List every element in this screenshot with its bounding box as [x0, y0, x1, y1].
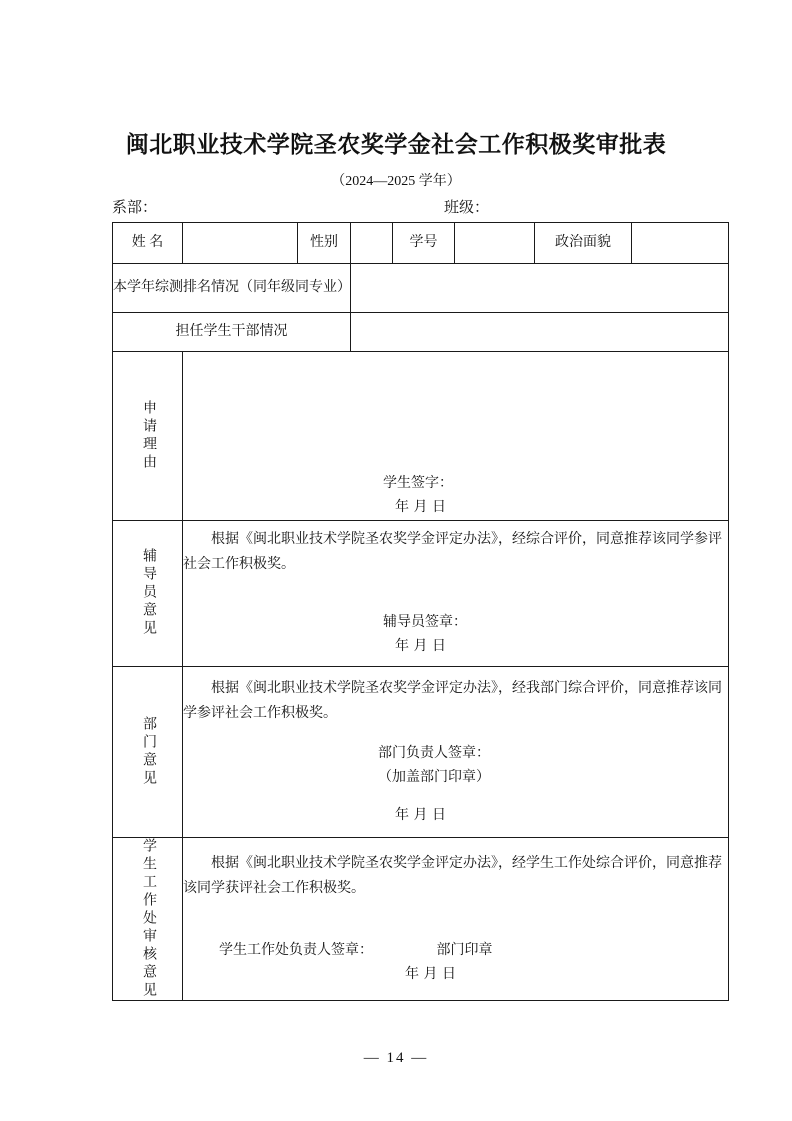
class-label: 班级： — [444, 200, 490, 216]
application-reason-label-vertical: 申请理由 — [140, 399, 156, 472]
student-affairs-opinion-label — [113, 837, 183, 1000]
department-label: 系部： — [112, 200, 158, 216]
gender-label: 性别 — [298, 223, 351, 264]
department-opinion-label-vertical: 部门意见 — [140, 715, 156, 788]
ranking-value[interactable] — [351, 264, 729, 313]
political-status-value[interactable] — [632, 223, 729, 264]
student-affairs-opinion-body: 根据《闽北职业技术学院圣农奖学金评定办法》，经学生工作处综合评价，同意推荐该同学获评社会工作积极奖。 — [183, 855, 722, 896]
table-row — [113, 223, 729, 264]
student-affairs-opinion-label-vertical: 学生工作处审核意见 — [140, 837, 156, 1000]
student-signature-date: 年 月 日 — [395, 499, 447, 515]
table-row — [113, 352, 729, 521]
name-value[interactable] — [183, 223, 298, 264]
counselor-sign-block — [183, 611, 728, 659]
counselor-signature-date: 年 月 日 — [395, 639, 447, 655]
student-id-label: 学号 — [393, 223, 455, 264]
academic-year-subtitle: （2024—2025 学年） — [331, 174, 461, 189]
student-affairs-signature-date: 年 月 日 — [405, 966, 457, 982]
name-label: 姓 名 — [113, 223, 183, 264]
counselor-opinion-body: 根据《闽北职业技术学院圣农奖学金评定办法》，经综合评价，同意推荐该同学参评社会工作积极奖。 — [183, 532, 722, 573]
counselor-opinion-label-vertical: 辅导员意见 — [140, 548, 156, 639]
counselor-signature-label: 辅导员签章： — [383, 615, 467, 631]
application-reason-body[interactable] — [183, 352, 728, 462]
political-status-label: 政治面貌 — [535, 223, 632, 264]
student-affairs-signature-label: 学生工作处负责人签章： — [219, 942, 373, 958]
table-row — [113, 837, 729, 1000]
department-signature-date: 年 月 日 — [395, 807, 447, 823]
page-number: — 14 — — [363, 1050, 429, 1066]
student-affairs-opinion-cell[interactable] — [183, 837, 729, 1000]
department-head-signature-label: 部门负责人签章： — [378, 746, 490, 762]
student-signature-label: 学生签字： — [383, 476, 453, 491]
student-affairs-sign-block — [183, 939, 728, 987]
department-opinion-body: 根据《闽北职业技术学院圣农奖学金评定办法》，经我部门综合评价，同意推荐该同学参评社会工作积极奖。 — [183, 680, 722, 721]
department-sign-block — [183, 742, 728, 827]
meta-row — [112, 196, 728, 218]
table-row — [113, 520, 729, 666]
student-affairs-seal-label: 部门印章 — [436, 942, 493, 958]
page-title: 闽北职业技术学院圣农奖学金社会工作积极奖审批表 — [125, 132, 667, 157]
student-id-value[interactable] — [455, 223, 535, 264]
department-opinion-cell[interactable] — [183, 666, 729, 837]
cadre-role-value[interactable] — [351, 313, 729, 352]
application-sign-block — [183, 472, 728, 520]
application-reason-label — [113, 352, 183, 521]
ranking-label: 本学年综测排名情况（同年级同专业） — [113, 264, 351, 313]
application-reason-cell[interactable] — [183, 352, 729, 521]
department-seal-note: （加盖部门印章） — [378, 769, 490, 785]
table-row — [113, 313, 729, 352]
counselor-opinion-cell[interactable] — [183, 520, 729, 666]
counselor-opinion-label — [113, 520, 183, 666]
cadre-role-label: 担任学生干部情况 — [113, 313, 351, 352]
approval-form-table — [112, 222, 729, 1001]
gender-value[interactable] — [351, 223, 393, 264]
table-row — [113, 264, 729, 313]
student-affairs-signature-row — [183, 939, 728, 963]
table-row — [113, 666, 729, 837]
department-opinion-label — [113, 666, 183, 837]
